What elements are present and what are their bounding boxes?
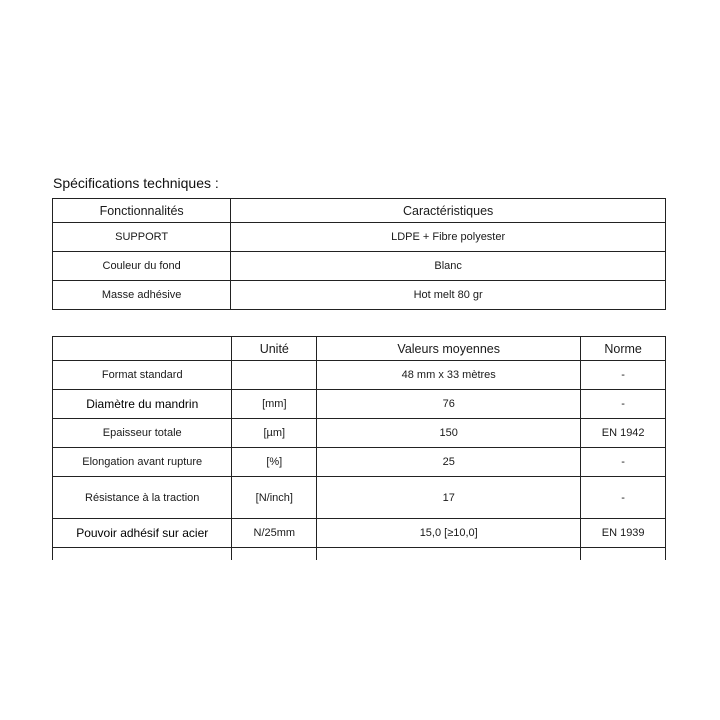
table-row: [53, 477, 666, 519]
property-name: Elongation avant rupture: [53, 448, 232, 477]
properties-table: [52, 336, 666, 560]
header-fonctionnalites: Fonctionnalités: [53, 199, 231, 223]
property-value: 25: [317, 448, 581, 477]
property-value: 15,0 [≥10,0]: [317, 519, 581, 548]
header-valeurs-moyennes: Valeurs moyennes: [317, 337, 581, 361]
property-value: 150: [317, 419, 581, 448]
property-name: Format standard: [53, 361, 232, 390]
empty-cell: [581, 548, 666, 560]
empty-cell: [232, 548, 317, 560]
property-name: Epaisseur totale: [53, 419, 232, 448]
header-blank: [53, 337, 232, 361]
table-row: [53, 252, 666, 281]
property-norm: -: [581, 361, 666, 390]
table-row: [53, 390, 666, 419]
features-table: [52, 198, 666, 310]
property-unit: [µm]: [232, 419, 317, 448]
header-norme: Norme: [581, 337, 666, 361]
property-value: 76: [317, 390, 581, 419]
feature-name: Couleur du fond: [53, 252, 231, 281]
table-row: [53, 223, 666, 252]
property-unit: [%]: [232, 448, 317, 477]
header-caracteristiques: Caractéristiques: [231, 199, 666, 223]
property-unit: [mm]: [232, 390, 317, 419]
table-row: [53, 361, 666, 390]
property-unit: [N/inch]: [232, 477, 317, 519]
table-row: [53, 419, 666, 448]
property-norm: -: [581, 477, 666, 519]
empty-cell: [53, 548, 232, 560]
property-norm: -: [581, 448, 666, 477]
header-unite: Unité: [232, 337, 317, 361]
feature-name: Masse adhésive: [53, 281, 231, 310]
property-unit: [232, 361, 317, 390]
property-name: Diamètre du mandrin: [53, 390, 232, 419]
property-norm: EN 1939: [581, 519, 666, 548]
feature-value: Hot melt 80 gr: [231, 281, 666, 310]
table-header-row: [53, 337, 666, 361]
table-row: [53, 281, 666, 310]
table-row-cut: [53, 548, 666, 560]
property-norm: EN 1942: [581, 419, 666, 448]
feature-name: SUPPORT: [53, 223, 231, 252]
feature-value: LDPE + Fibre polyester: [231, 223, 666, 252]
property-name: Résistance à la traction: [53, 477, 232, 519]
property-value: 48 mm x 33 mètres: [317, 361, 581, 390]
property-value: 17: [317, 477, 581, 519]
property-norm: -: [581, 390, 666, 419]
empty-cell: [317, 548, 581, 560]
section-heading: Spécifications techniques :: [53, 175, 219, 191]
table-row: [53, 448, 666, 477]
property-name: Pouvoir adhésif sur acier: [53, 519, 232, 548]
table-row: [53, 519, 666, 548]
feature-value: Blanc: [231, 252, 666, 281]
table-header-row: [53, 199, 666, 223]
property-unit: N/25mm: [232, 519, 317, 548]
